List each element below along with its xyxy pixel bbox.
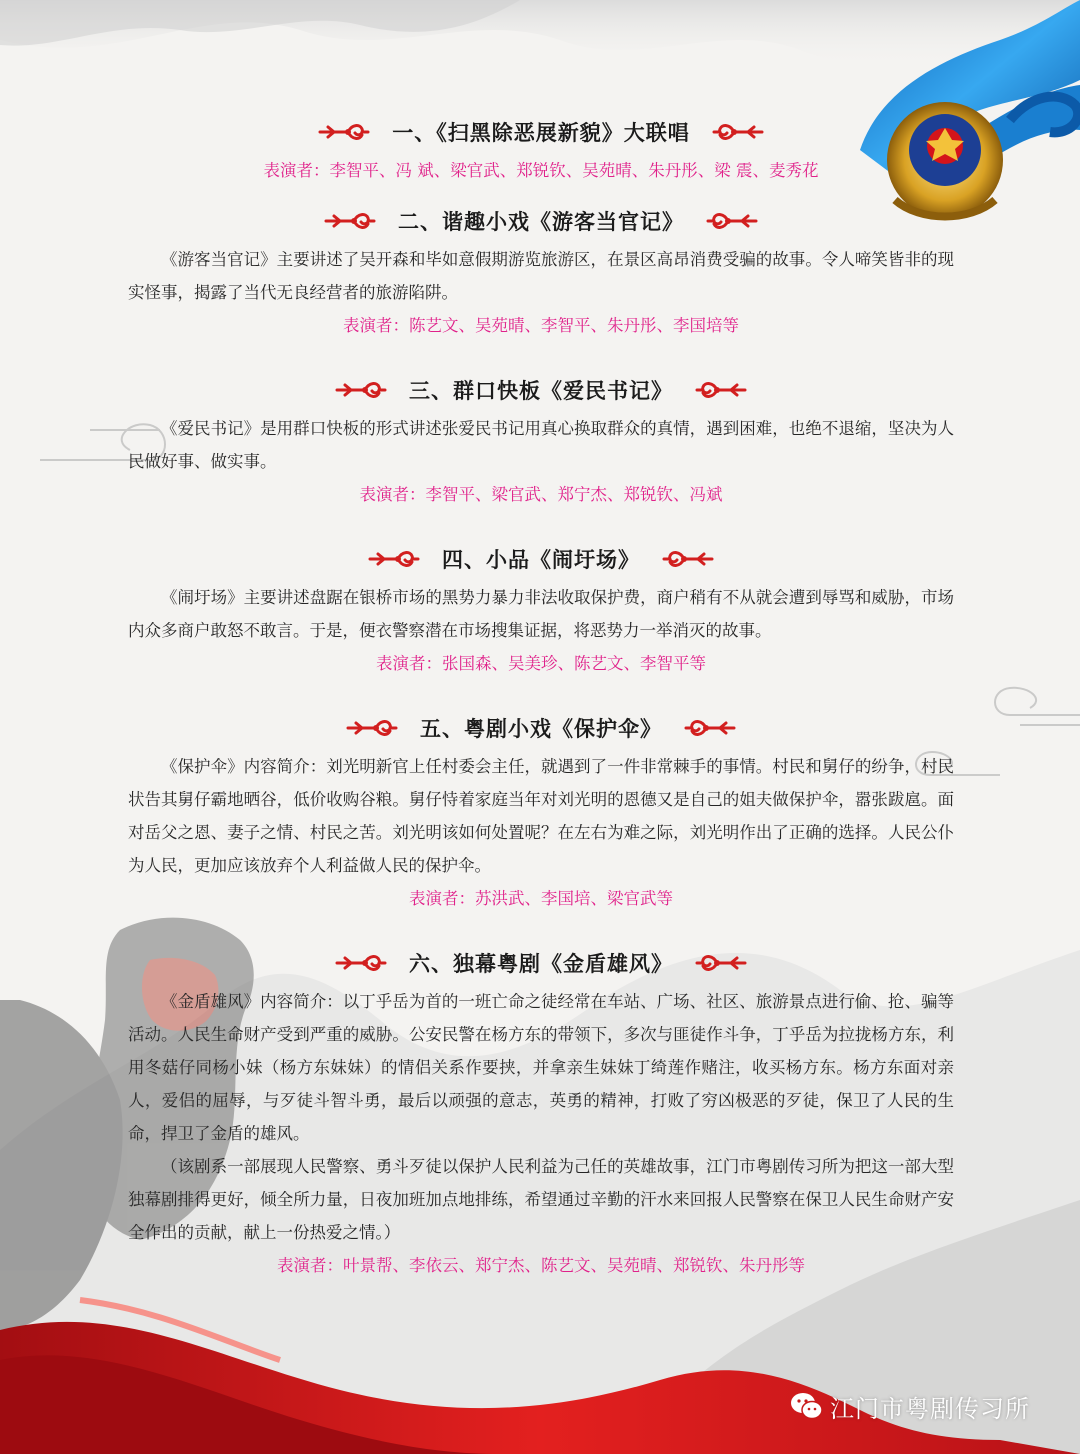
account-name: 江门市粤剧传习所 — [830, 1394, 1030, 1423]
section-title-row — [128, 199, 954, 243]
section-title-row — [128, 368, 954, 412]
scroll-ornament-left-icon — [335, 950, 387, 976]
scroll-ornament-right-icon — [712, 119, 764, 145]
performers-line: 表演者：陈艺文、吴苑晴、李智平、朱丹彤、李国培等 — [343, 316, 739, 335]
section-title: 五、粤剧小戏《保护伞》 — [420, 717, 662, 741]
scroll-ornament-right-icon — [695, 377, 747, 403]
section-title: 一、《扫黑除恶展新貌》大联唱 — [392, 121, 690, 145]
wechat-icon — [790, 1391, 824, 1421]
section-title: 二、谐趣小戏《游客当官记》 — [398, 210, 684, 234]
section-description: 《闹圩场》主要讲述盘踞在银桥市场的黑势力暴力非法收取保护费，商户稍有不从就会遭到辱骂和威胁，市场内众多商户敢怒不敢言。于是，便衣警察潜在市场搜集证据，将恶势力一举消灭的故事。 — [128, 588, 954, 640]
section-description: 《金盾雄风》内容简介：以丁乎岳为首的一班亡命之徒经常在车站、广场、社区、旅游景点进行偷、抢、骗等活动。人民生命财产受到严重的威胁。公安民警在杨方东的带领下，多次与匪徒作斗争，丁乎岳为拉拢杨方东，利用冬菇仔同杨小妹（杨方东妹妹）的情侣关系作要挟，并拿亲生妹妹丁绮莲作赌注，收买杨方东。杨方东面对亲人，爱侣的屈辱，与歹徒斗智斗勇，最后以顽强的意志，英勇的精神，打败了穷凶极恶的歹徒，保卫了人民的生命，捍卫了金盾的雄风。 — [128, 992, 954, 1143]
program-list — [128, 110, 954, 1282]
account-watermark — [790, 1386, 1030, 1426]
program-section-3 — [128, 368, 954, 511]
performers-line: 表演者：苏洪武、李国培、梁官武等 — [409, 889, 673, 908]
section-description: 《游客当官记》主要讲述了吴开森和毕如意假期游览旅游区，在景区高昂消费受骗的故事。令人啼笑皆非的现实怪事，揭露了当代无良经营者的旅游陷阱。 — [128, 250, 954, 302]
section-note: （该剧系一部展现人民警察、勇斗歹徒以保护人民利益为己任的英雄故事，江门市粤剧传习所为把这一部大型独幕剧排得更好，倾全所力量，日夜加班加点地排练，希望通过辛勤的汗水来回报人民警察在保卫人民生命财产安全作出的贡献，献上一份热爱之情。） — [128, 1157, 954, 1242]
program-section-6 — [128, 941, 954, 1282]
scroll-ornament-right-icon — [706, 208, 758, 234]
section-title-row — [128, 706, 954, 750]
section-description: 《保护伞》内容简介：刘光明新官上任村委会主任，就遇到了一件非常棘手的事情。村民和舅仔的纷争，村民状告其舅仔霸地晒谷，低价收购谷粮。舅仔恃着家庭当年对刘光明的恩德又是自己的姐夫做保护伞，嚣张跋扈。面对岳父之恩、妻子之情、村民之苦。刘光明该如何处置呢？在左右为难之际，刘光明作出了正确的选择。人民公仆为人民，更加应该放弃个人利益做人民的保护伞。 — [128, 757, 954, 875]
scroll-ornament-right-icon — [684, 715, 736, 741]
section-title-row — [128, 110, 954, 154]
scroll-ornament-right-icon — [695, 950, 747, 976]
section-title-row — [128, 537, 954, 581]
scroll-ornament-left-icon — [324, 208, 376, 234]
scroll-ornament-right-icon — [662, 546, 714, 572]
section-description: 《爱民书记》是用群口快板的形式讲述张爱民书记用真心换取群众的真情，遇到困难，也绝不退缩，坚决为人民做好事、做实事。 — [128, 419, 954, 471]
program-section-1 — [128, 110, 954, 187]
performers-line: 表演者：李智平、梁官武、郑宁杰、郑锐钦、冯斌 — [359, 485, 723, 504]
section-title: 四、小品《闹圩场》 — [442, 548, 640, 572]
program-section-5 — [128, 706, 954, 915]
section-title-row — [128, 941, 954, 985]
performers-line: 表演者：叶景帮、李依云、郑宁杰、陈艺文、吴苑晴、郑锐钦、朱丹彤等 — [277, 1256, 805, 1275]
program-section-4 — [128, 537, 954, 680]
section-title: 六、独幕粤剧《金盾雄风》 — [409, 952, 673, 976]
performers-line: 表演者：张国森、吴美珍、陈艺文、李智平等 — [376, 654, 706, 673]
performers-line: 表演者：李智平、冯 斌、梁官武、郑锐钦、吴苑晴、朱丹彤、梁 震、麦秀花 — [263, 161, 819, 180]
scroll-ornament-left-icon — [368, 546, 420, 572]
scroll-ornament-left-icon — [318, 119, 370, 145]
program-section-2 — [128, 199, 954, 342]
section-title: 三、群口快板《爱民书记》 — [409, 379, 673, 403]
scroll-ornament-left-icon — [346, 715, 398, 741]
scroll-ornament-left-icon — [335, 377, 387, 403]
